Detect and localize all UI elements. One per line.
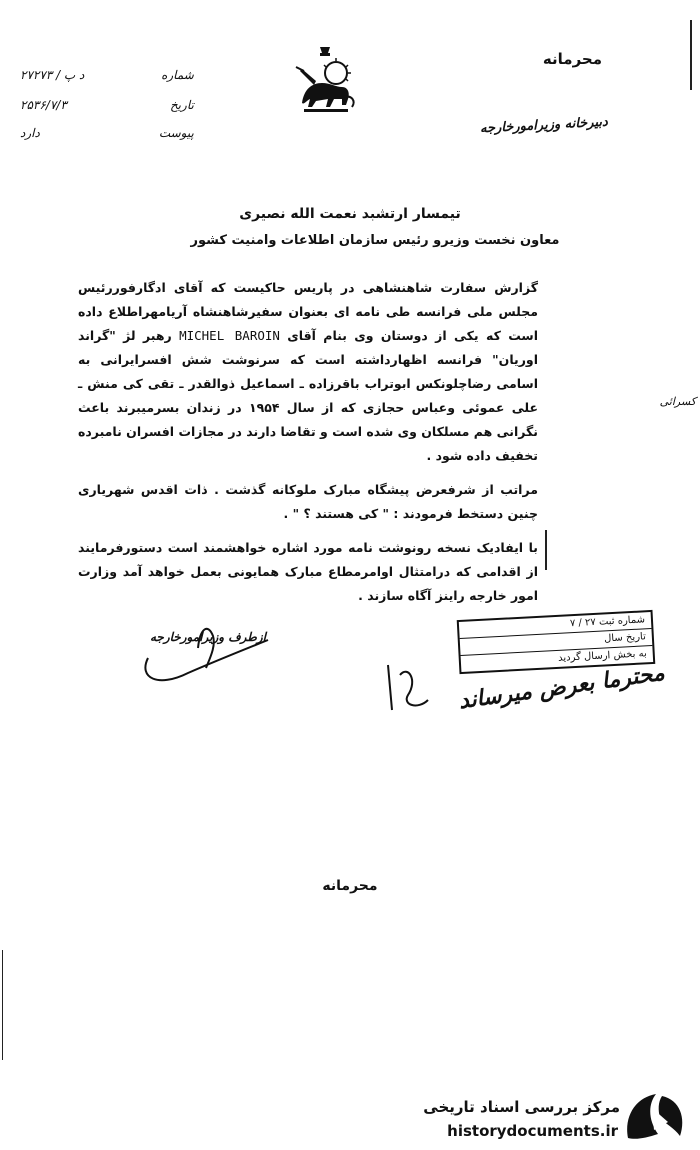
handwritten-annotation: محترما بعرض میرساند <box>457 660 667 715</box>
watermark-title: مرکز بررسی اسناد تاریخی <box>423 1098 620 1116</box>
registration-stamp <box>457 610 656 674</box>
number-row <box>20 68 194 82</box>
attachment-label: پیوست <box>158 126 194 140</box>
signature-scribble <box>128 618 278 688</box>
margin-rule-mid <box>545 530 547 570</box>
edge-mark <box>2 950 3 1060</box>
watermark-url: historydocuments.ir <box>447 1122 618 1140</box>
paragraph-1 <box>78 276 538 468</box>
archive-logo-icon <box>622 1088 688 1144</box>
person-name-latin: MICHEL BAROIN <box>179 328 280 343</box>
initials-scribble <box>378 655 438 715</box>
lion-and-sun-emblem <box>290 45 360 123</box>
paragraph-3: با ایفادیک نسخه رونوشت نامه مورد اشاره خواهشمند است دستورفرمایند از اقدامی که درامتثال اوامرمطاع مبارک همایونی بعمل خواهد آمد وزارت امور خارجه راینز آگاه سازند . <box>78 540 538 603</box>
classification-footer: محرمانه <box>322 878 378 894</box>
number-label: شماره <box>161 68 194 82</box>
date-label: تاریخ <box>169 98 194 112</box>
paragraph-2: مراتب از شرفعرض پیشگاه مبارک ملوکانه گذشت . ذات اقدس شهریاری چنین دستخط فرمودند : " کی هستند ؟ " . <box>78 482 538 521</box>
stamp-row-3: به بخش ارسال گردید <box>557 648 648 664</box>
office-name: دبیرخانه وزیرامورخارجه <box>479 114 609 137</box>
date-value: ۲۵۳۶/۷/۳ <box>20 98 67 112</box>
stamp-row-1: شماره ثبت ۲۷ / ۷ <box>569 614 646 630</box>
attachment-row <box>20 126 194 140</box>
stamp-row-2: تاریخ سال <box>460 628 653 656</box>
paragraph-1-part-b: رهبر لژ "گراند اوریان" فرانسه اظهارداشته است که سرنوشت شش افسرایرانی به اسامی رضاچلونکس ابوتراب باقرزاده ـ اسماعیل ذوالقدر ـ تقی کی منش ـ علی عموئی وعباس حجازی که از سال ۱۹۵۴ در زندان بسرمیبرند باعث نگرانی هم مسلکان وی شده است و تقاضا دارند در مجازات افسران نامبرده تخفیف داده شود . <box>78 328 538 463</box>
margin-rule <box>690 20 692 90</box>
number-value: ۲۷۲۷۳ / د پ <box>20 68 85 82</box>
paragraph-1-part-a: گزارش سفارت شاهنشاهی در پاریس حاکیست که آقای ادگارفوررئیس مجلس ملی فرانسه طی نامه ای بعنوان سفیرشاهنشاه آریامهراطلاع داده است که یکی از دوستان وی بنام آقای <box>78 280 539 343</box>
date-row <box>20 98 194 112</box>
addressee-title: معاون نخست وزیرو رئیس سازمان اطلاعات وامنیت کشور <box>190 233 560 248</box>
margin-handwritten-note: کسرائی <box>659 395 696 408</box>
addressee-name: تیمسار ارتشبد نعمت الله نصیری <box>239 206 461 222</box>
attachment-value: دارد <box>20 126 40 140</box>
classification-header: محرمانه <box>542 50 602 68</box>
letter-body <box>78 276 538 618</box>
signature-caption: ازطرف وزیرامورخارجه <box>150 630 266 644</box>
